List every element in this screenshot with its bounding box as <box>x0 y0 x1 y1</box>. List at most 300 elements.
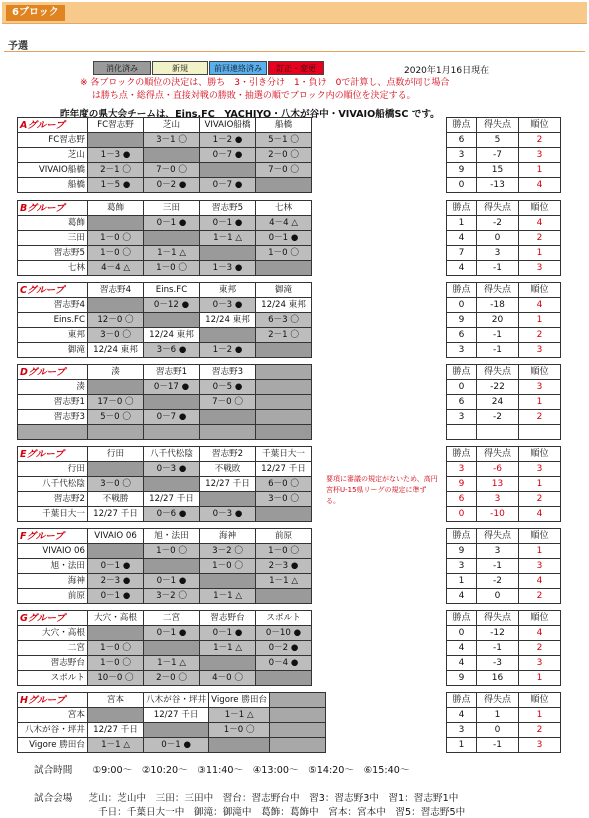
group-stats-table <box>446 200 561 276</box>
points-cell: 6 <box>447 492 477 507</box>
result-cell: 2－0 〇 <box>256 148 312 163</box>
stats-row <box>447 148 561 163</box>
team-row-label: 葛飾 <box>18 216 88 231</box>
team-column-header: スポルト <box>256 611 312 626</box>
self-cell <box>144 231 200 246</box>
rank-cell: 2 <box>519 641 561 656</box>
team-row-label: 船橋 <box>18 178 88 193</box>
self-cell <box>88 708 144 723</box>
result-cell: 2－3 ● <box>88 574 144 589</box>
stats-row <box>447 559 561 574</box>
team-row-label: 習志野5 <box>18 246 88 261</box>
table-row <box>18 656 312 671</box>
self-cell <box>256 589 312 604</box>
goal-diff-cell: 1 <box>477 708 519 723</box>
self-cell <box>256 178 312 193</box>
team-row-label: Eins.FC <box>18 313 88 328</box>
table-row <box>18 462 312 477</box>
team-column-header: 湊 <box>88 365 144 380</box>
stats-header: 順位 <box>519 365 561 380</box>
points-cell: 3 <box>447 723 477 738</box>
self-cell <box>144 559 200 574</box>
stats-header: 順位 <box>519 693 561 708</box>
table-row <box>18 492 312 507</box>
result-cell: 0－7 ● <box>144 410 200 425</box>
table-row <box>18 380 312 395</box>
self-cell <box>256 425 312 440</box>
empty-cell <box>270 723 326 738</box>
result-cell: 12/27 千日 <box>88 507 144 522</box>
table-row <box>18 261 312 276</box>
stats-row <box>447 671 561 686</box>
self-cell <box>209 738 270 753</box>
team-row-label: 三田 <box>18 231 88 246</box>
stats-row <box>447 507 561 522</box>
team-row-label: 習志野3 <box>18 410 88 425</box>
rank-cell: 3 <box>519 380 561 395</box>
team-column-header: FC習志野 <box>88 118 144 133</box>
points-cell: 9 <box>447 671 477 686</box>
result-cell: 1－0 〇 <box>256 246 312 261</box>
match-times <box>34 762 409 776</box>
goal-diff-cell: 3 <box>477 492 519 507</box>
team-column-header: 八木が谷・坪井 <box>144 693 209 708</box>
goal-diff-cell: 20 <box>477 313 519 328</box>
team-row-label: 八木が谷・坪井 <box>18 723 88 738</box>
times-value: ①9:00～ ②10:20～ ③11:40～ ④13:00～ ⑤14:20～ ⑥15:40～ <box>92 765 410 776</box>
rank-cell: 2 <box>519 723 561 738</box>
group-table <box>17 117 312 193</box>
table-row <box>18 343 312 358</box>
group-table <box>17 364 312 440</box>
stats-row <box>447 163 561 178</box>
self-cell <box>88 626 144 641</box>
stats-row <box>447 723 561 738</box>
result-cell: 1－3 ● <box>200 261 256 276</box>
stats-header: 得失点 <box>477 447 519 462</box>
team-row-label: 習志野2 <box>18 492 88 507</box>
result-cell: 1－1 △ <box>200 641 256 656</box>
points-cell: 9 <box>447 313 477 328</box>
group-name: Dグループ <box>18 365 88 380</box>
points-cell: 9 <box>447 477 477 492</box>
rank-cell: 3 <box>519 261 561 276</box>
result-cell: 12/27 千日 <box>256 462 312 477</box>
points-cell: 1 <box>447 574 477 589</box>
goal-diff-cell: 5 <box>477 133 519 148</box>
rank-cell: 2 <box>519 410 561 425</box>
points-cell: 0 <box>447 507 477 522</box>
times-label: 試合時間 <box>34 765 73 776</box>
team-column-header: VIVAIO 06 <box>88 529 144 544</box>
group-stats-table <box>446 282 561 358</box>
points-cell: 4 <box>447 656 477 671</box>
result-cell: 1－1 △ <box>209 708 270 723</box>
stats-header: 順位 <box>519 447 561 462</box>
goal-diff-cell: -10 <box>477 507 519 522</box>
self-cell <box>88 544 144 559</box>
rules-note-line-2: は勝ち点・総得点・直接対戦の勝敗・抽選の順でブロック内の順位を決定する。 <box>80 91 416 101</box>
result-cell: 0－2 ● <box>144 178 200 193</box>
team-row-label: 二宮 <box>18 641 88 656</box>
rank-cell: 3 <box>519 343 561 358</box>
result-cell: 不戦勝 <box>88 492 144 507</box>
legend-item: 新規 <box>152 61 208 75</box>
team-row-label: 旭・法田 <box>18 559 88 574</box>
self-cell <box>256 261 312 276</box>
table-row <box>18 641 312 656</box>
points-cell: 0 <box>447 298 477 313</box>
team-row-label: VIVAIO 06 <box>18 544 88 559</box>
rank-cell: 4 <box>519 298 561 313</box>
team-column-header: 二宮 <box>144 611 200 626</box>
empty-cell <box>270 708 326 723</box>
points-cell: 7 <box>447 246 477 261</box>
goal-diff-cell: 24 <box>477 395 519 410</box>
result-cell: 12/24 東邦 <box>256 298 312 313</box>
team-column-header: VIVAIO船橋 <box>200 118 256 133</box>
stats-header: 得失点 <box>477 693 519 708</box>
team-column-header: Eins.FC <box>144 283 200 298</box>
group-name: Gグループ <box>18 611 88 626</box>
group-stats-table <box>446 610 561 686</box>
stats-row <box>447 380 561 395</box>
result-cell: 17－0 〇 <box>88 395 144 410</box>
goal-diff-cell: 0 <box>477 231 519 246</box>
table-row <box>18 163 312 178</box>
result-cell: 2－0 〇 <box>144 671 200 686</box>
result-cell: 0－17 ● <box>144 380 200 395</box>
result-cell: 4－0 〇 <box>200 671 256 686</box>
self-cell <box>88 133 144 148</box>
result-cell: 1－1 △ <box>256 574 312 589</box>
team-row-label: 習志野1 <box>18 395 88 410</box>
points-cell: 3 <box>447 343 477 358</box>
team-row-label: 前原 <box>18 589 88 604</box>
group-stats-table <box>446 364 561 440</box>
result-cell: 不戦敗 <box>200 462 256 477</box>
self-cell <box>200 656 256 671</box>
result-cell: 12/24 東邦 <box>88 343 144 358</box>
result-cell: 0－3 ● <box>144 462 200 477</box>
self-cell <box>88 380 144 395</box>
group-table <box>17 446 312 522</box>
goal-diff-cell: 16 <box>477 671 519 686</box>
result-cell: 2－1 〇 <box>88 163 144 178</box>
goal-diff-cell: 3 <box>477 544 519 559</box>
result-cell: 1－2 ● <box>200 133 256 148</box>
points-cell: 0 <box>447 626 477 641</box>
team-row-label: VIVAIO船橋 <box>18 163 88 178</box>
team-row-label: スポルト <box>18 671 88 686</box>
result-cell: 0－3 ● <box>200 507 256 522</box>
stats-row <box>447 395 561 410</box>
result-cell: 0－1 ● <box>88 559 144 574</box>
stats-header: 勝点 <box>447 118 477 133</box>
result-cell: 7－0 〇 <box>144 163 200 178</box>
goal-diff-cell: 3 <box>477 246 519 261</box>
team-column-header: 習志野3 <box>200 365 256 380</box>
result-cell: 3－0 〇 <box>88 328 144 343</box>
team-column-header: 習志野1 <box>144 365 200 380</box>
team-row-label: 習志野4 <box>18 298 88 313</box>
goal-diff-cell: -1 <box>477 559 519 574</box>
points-cell: 6 <box>447 328 477 343</box>
result-cell: 0－1 ● <box>144 738 209 753</box>
result-cell: 0－3 ● <box>200 298 256 313</box>
table-row <box>18 298 312 313</box>
result-cell: 10－0 〇 <box>88 671 144 686</box>
team-column-header: 行田 <box>88 447 144 462</box>
rank-cell: 2 <box>519 133 561 148</box>
table-row <box>18 626 312 641</box>
table-row <box>18 507 312 522</box>
result-cell: 7－0 〇 <box>200 395 256 410</box>
empty-cell <box>256 410 312 425</box>
team-column-header: 大穴・高根 <box>88 611 144 626</box>
result-cell: 1－2 ● <box>200 343 256 358</box>
rank-cell: 1 <box>519 708 561 723</box>
team-column-header: 七林 <box>256 201 312 216</box>
stats-header: 勝点 <box>447 365 477 380</box>
team-row-label <box>18 425 88 440</box>
table-row <box>18 723 326 738</box>
stats-row <box>447 656 561 671</box>
result-cell: 12/27 千日 <box>88 723 144 738</box>
table-row <box>18 574 312 589</box>
result-cell: 3－2 〇 <box>144 589 200 604</box>
rank-cell: 4 <box>519 507 561 522</box>
result-cell: 1－0 〇 <box>88 641 144 656</box>
table-row <box>18 178 312 193</box>
stats-header: 得失点 <box>477 283 519 298</box>
team-column-header: 習志野4 <box>88 283 144 298</box>
block-title: 6ブロック <box>6 5 65 21</box>
section-title: 予選 <box>8 41 28 52</box>
result-cell: 12/24 東邦 <box>144 328 200 343</box>
team-column-header: Vigore 勝田台 <box>209 693 270 708</box>
goal-diff-cell: -1 <box>477 641 519 656</box>
team-row-label: 千葉日大一 <box>18 507 88 522</box>
rank-cell: 2 <box>519 328 561 343</box>
group-name: Hグループ <box>18 693 88 708</box>
goal-diff-cell: -1 <box>477 261 519 276</box>
table-row <box>18 559 312 574</box>
result-cell: 1－1 △ <box>200 231 256 246</box>
result-cell: 0－6 ● <box>144 507 200 522</box>
venues-label: 試合会場 <box>34 793 73 804</box>
rank-cell: 1 <box>519 313 561 328</box>
result-cell: 1－1 △ <box>200 589 256 604</box>
stats-header: 勝点 <box>447 283 477 298</box>
result-cell: 1－0 〇 <box>256 544 312 559</box>
result-cell: 5－0 〇 <box>88 410 144 425</box>
team-row-label: 行田 <box>18 462 88 477</box>
goal-diff-cell: 13 <box>477 477 519 492</box>
stats-header: 順位 <box>519 529 561 544</box>
result-cell: 1－0 〇 <box>88 246 144 261</box>
result-cell: 0－5 ● <box>200 380 256 395</box>
result-cell: 1－1 △ <box>144 656 200 671</box>
result-cell: 12/24 東邦 <box>200 313 256 328</box>
stats-row <box>447 738 561 753</box>
table-row <box>18 544 312 559</box>
stats-row <box>447 544 561 559</box>
goal-diff-cell: -1 <box>477 738 519 753</box>
points-cell: 0 <box>447 380 477 395</box>
table-row <box>18 589 312 604</box>
rank-cell <box>519 425 561 440</box>
points-cell: 4 <box>447 261 477 276</box>
table-row <box>18 425 312 440</box>
table-row <box>18 216 312 231</box>
team-row-label: 御滝 <box>18 343 88 358</box>
stats-row <box>447 708 561 723</box>
stats-row <box>447 231 561 246</box>
team-row-label: 八千代松陰 <box>18 477 88 492</box>
result-cell: 3－0 〇 <box>88 477 144 492</box>
result-cell: 12/27 千日 <box>144 492 200 507</box>
stats-row <box>447 641 561 656</box>
stats-row <box>447 410 561 425</box>
empty-cell <box>200 425 256 440</box>
group-name: Aグループ <box>18 118 88 133</box>
as-of-date: 2020年1月16日現在 <box>404 66 490 76</box>
team-column-header: 葛飾 <box>88 201 144 216</box>
rank-cell: 2 <box>519 589 561 604</box>
self-cell <box>256 343 312 358</box>
result-cell: 5－1 〇 <box>256 133 312 148</box>
goal-diff-cell: -13 <box>477 178 519 193</box>
table-row <box>18 231 312 246</box>
table-row <box>18 477 312 492</box>
stats-row <box>447 313 561 328</box>
table-row <box>18 671 312 686</box>
rank-cell: 3 <box>519 656 561 671</box>
result-cell: 7－0 〇 <box>256 163 312 178</box>
stats-header: 得失点 <box>477 118 519 133</box>
table-row <box>18 708 326 723</box>
points-cell: 1 <box>447 216 477 231</box>
goal-diff-cell: -18 <box>477 298 519 313</box>
stats-row <box>447 178 561 193</box>
stats-header: 順位 <box>519 283 561 298</box>
self-cell <box>256 507 312 522</box>
stats-header: 勝点 <box>447 611 477 626</box>
team-row-label: 芝山 <box>18 148 88 163</box>
goal-diff-cell: 0 <box>477 723 519 738</box>
stats-row <box>447 246 561 261</box>
goal-diff-cell: -2 <box>477 574 519 589</box>
team-row-label: 海神 <box>18 574 88 589</box>
self-cell <box>256 671 312 686</box>
rank-cell: 1 <box>519 477 561 492</box>
self-cell <box>144 313 200 328</box>
team-column-header <box>256 365 312 380</box>
team-column-header: 旭・法田 <box>144 529 200 544</box>
points-cell <box>447 425 477 440</box>
stats-row <box>447 477 561 492</box>
points-cell: 4 <box>447 641 477 656</box>
team-column-header: 船橋 <box>256 118 312 133</box>
result-cell: 0－1 ● <box>144 216 200 231</box>
stats-row <box>447 425 561 440</box>
points-cell: 6 <box>447 133 477 148</box>
points-cell: 9 <box>447 544 477 559</box>
result-cell: 1－5 ● <box>88 178 144 193</box>
goal-diff-cell: -3 <box>477 656 519 671</box>
result-cell: 1－1 △ <box>88 738 144 753</box>
self-cell <box>200 246 256 261</box>
rank-cell: 1 <box>519 246 561 261</box>
result-cell: 3－0 〇 <box>256 492 312 507</box>
self-cell <box>88 298 144 313</box>
points-cell: 3 <box>447 410 477 425</box>
result-cell: 0－1 ● <box>144 574 200 589</box>
stats-header: 得失点 <box>477 611 519 626</box>
table-row <box>18 328 312 343</box>
result-cell: 0－2 ● <box>256 641 312 656</box>
team-column-header: 東邦 <box>200 283 256 298</box>
result-cell: 4－4 △ <box>88 261 144 276</box>
result-cell: 2－1 〇 <box>256 328 312 343</box>
self-cell <box>200 328 256 343</box>
stats-header: 勝点 <box>447 447 477 462</box>
stats-row <box>447 626 561 641</box>
stats-header: 順位 <box>519 611 561 626</box>
team-row-label: 大穴・高根 <box>18 626 88 641</box>
result-cell: 0－1 ● <box>200 216 256 231</box>
result-cell: 1－0 〇 <box>144 261 200 276</box>
self-cell <box>200 574 256 589</box>
venues <box>34 790 458 804</box>
points-cell: 3 <box>447 462 477 477</box>
self-cell <box>144 723 209 738</box>
stats-header: 勝点 <box>447 201 477 216</box>
prev-champions-note: 昨年度の県大会チームは、Eins.FC YACHIYO・八木が谷中・VIVAIO船橋SC です。 <box>60 109 440 120</box>
stats-header: 順位 <box>519 201 561 216</box>
team-column-header: 御滝 <box>256 283 312 298</box>
empty-cell <box>256 380 312 395</box>
table-row <box>18 410 312 425</box>
self-cell <box>144 477 200 492</box>
group-table <box>17 200 312 276</box>
rank-cell: 1 <box>519 163 561 178</box>
legend-item: 訂正・変更 <box>268 61 324 75</box>
team-row-label: 七林 <box>18 261 88 276</box>
points-cell: 1 <box>447 738 477 753</box>
goal-diff-cell: -6 <box>477 462 519 477</box>
result-cell: 3－2 〇 <box>200 544 256 559</box>
self-cell <box>144 148 200 163</box>
goal-diff-cell: 0 <box>477 589 519 604</box>
block-header-bar <box>2 2 587 24</box>
rules-note-line-1: ※ 各ブロックの順位の決定は、勝ち 3・引き分け 1・負け 0で計算し、点数が同じ場合 <box>80 78 450 88</box>
group-stats-table <box>446 528 561 604</box>
result-cell: 1－0 〇 <box>88 656 144 671</box>
stats-row <box>447 216 561 231</box>
rank-cell: 3 <box>519 738 561 753</box>
rank-cell: 1 <box>519 395 561 410</box>
group-stats-table <box>446 692 561 753</box>
table-row <box>18 395 312 410</box>
result-cell: 0－1 ● <box>200 626 256 641</box>
group-name: Fグループ <box>18 529 88 544</box>
stats-row <box>447 343 561 358</box>
result-cell: 2－3 ● <box>256 559 312 574</box>
self-cell <box>88 216 144 231</box>
group-stats-table <box>446 117 561 193</box>
